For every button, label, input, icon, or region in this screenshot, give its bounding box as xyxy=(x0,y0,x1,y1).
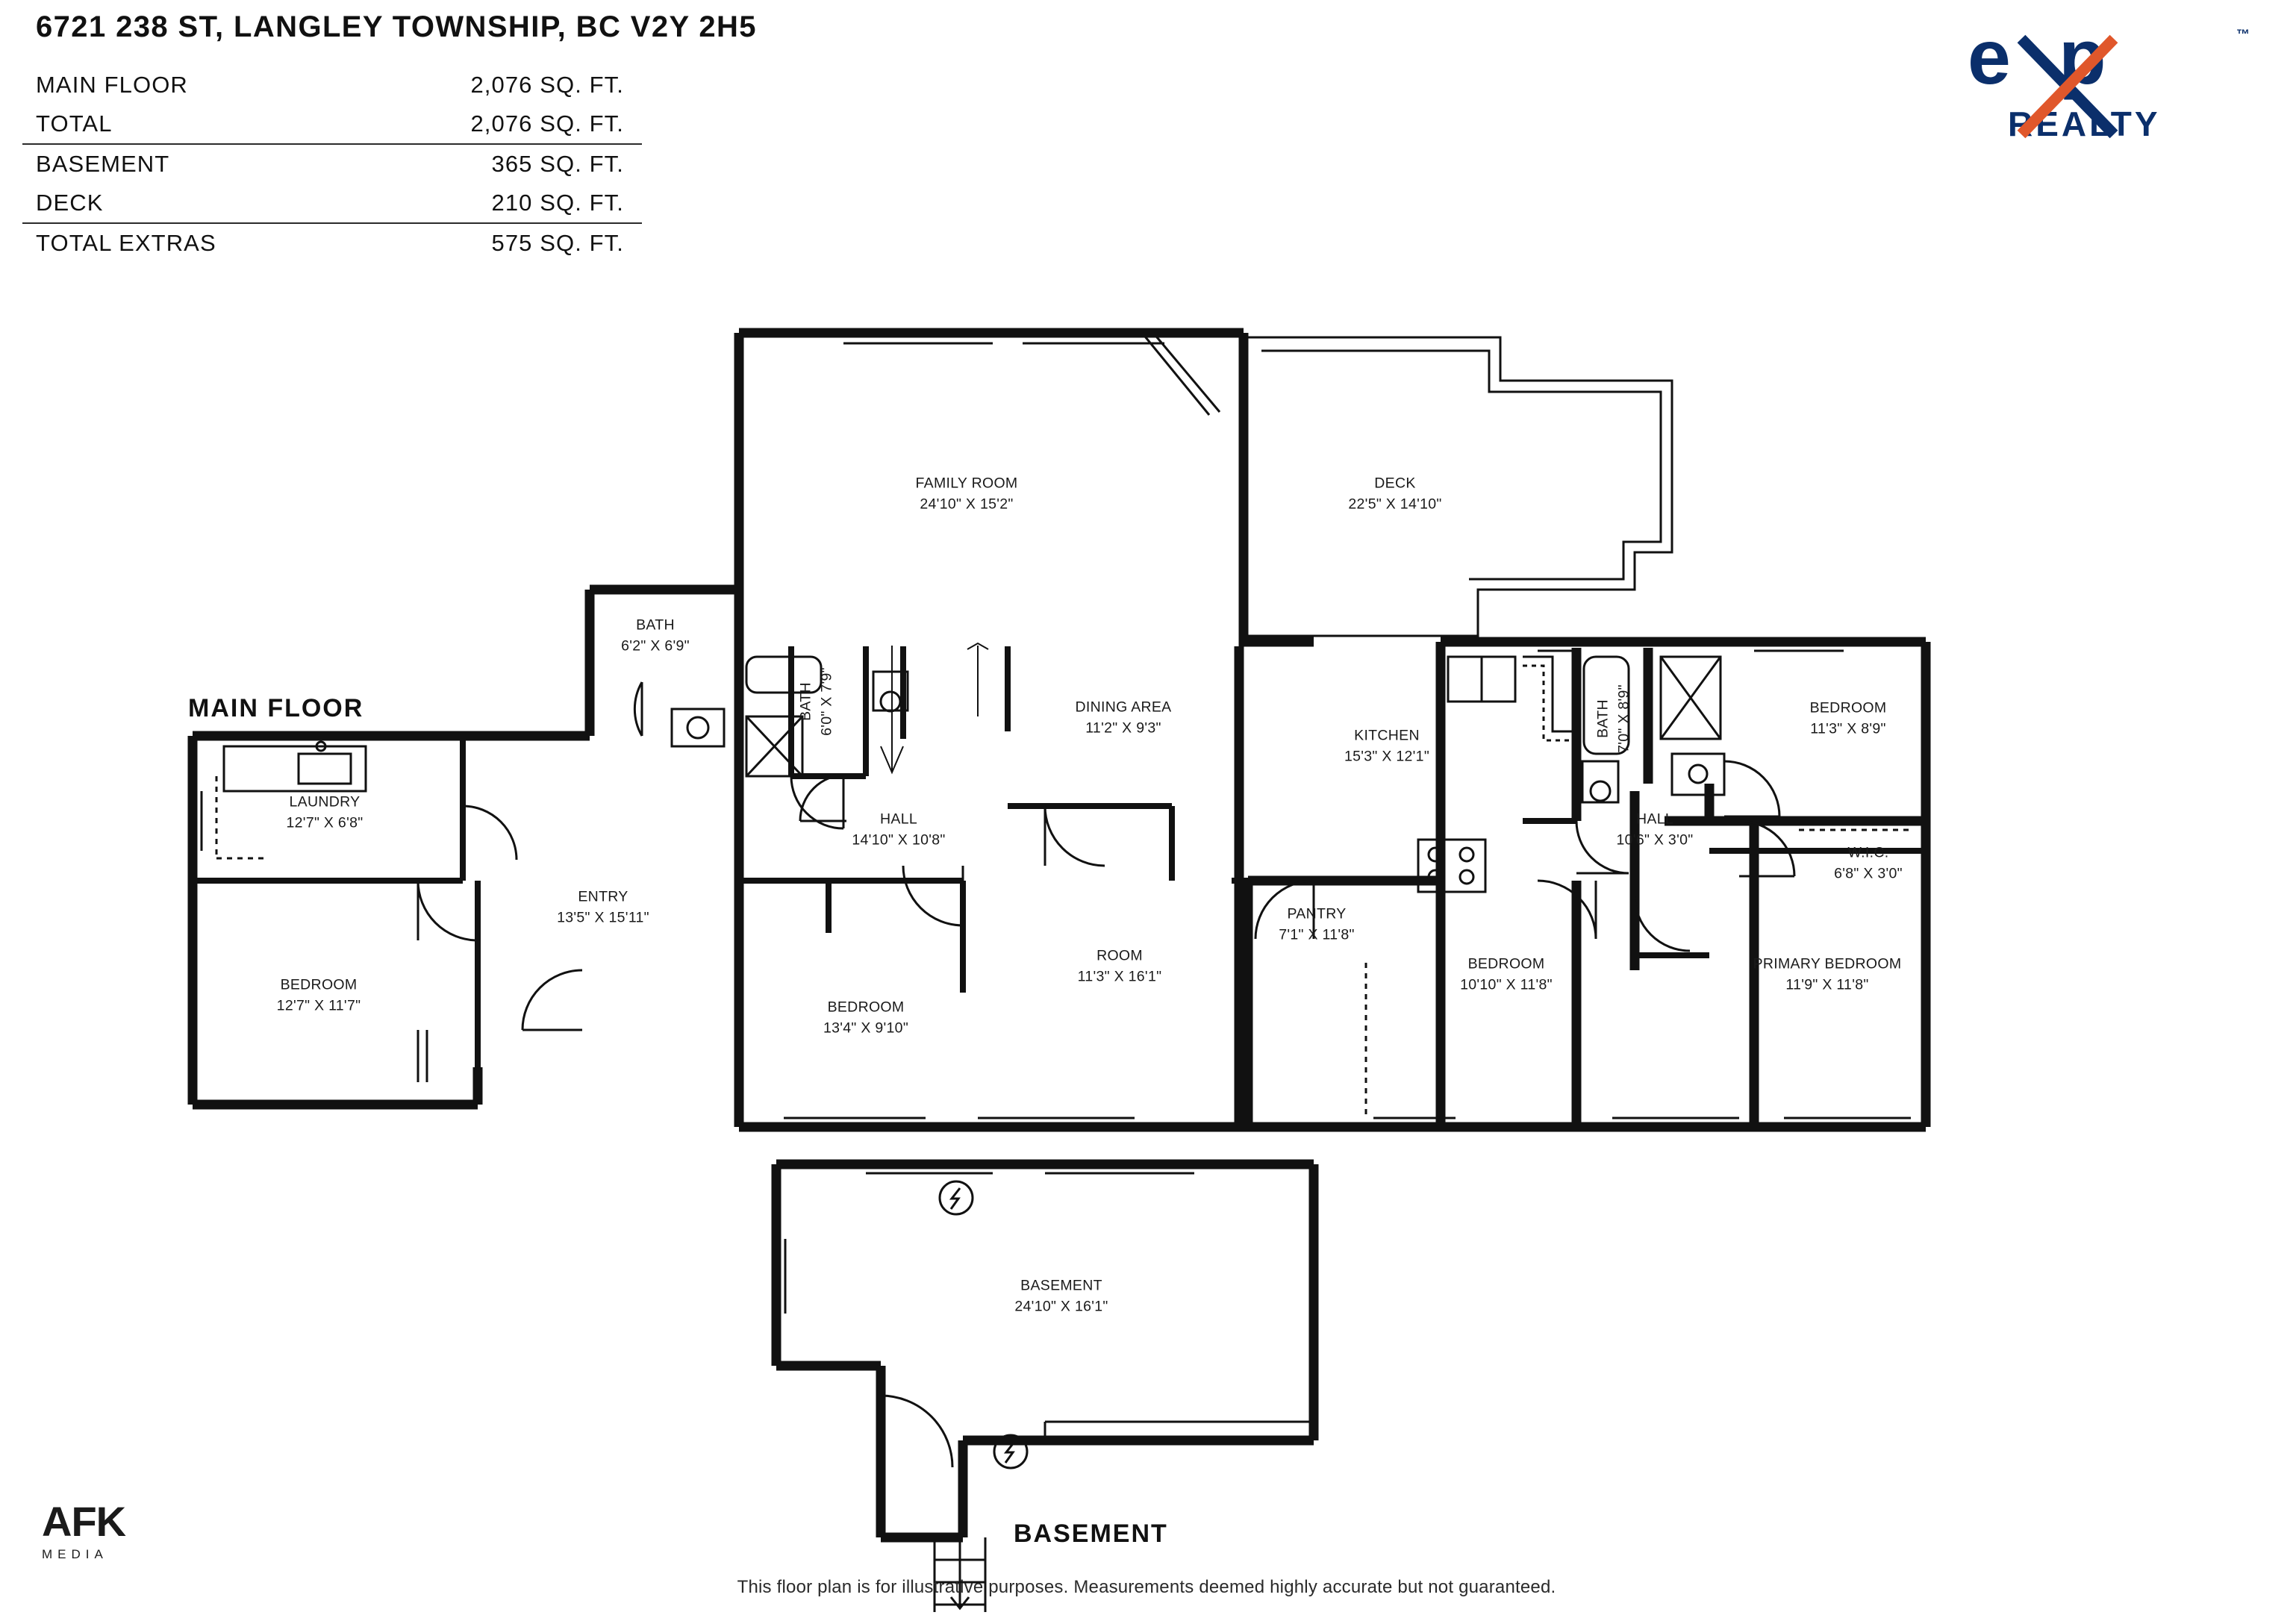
room-label xyxy=(796,667,838,736)
svg-text:e: e xyxy=(1968,22,2009,101)
room-name: PRIMARY BEDROOM xyxy=(1753,955,1902,972)
room-dimensions: 12'7" X 11'7" xyxy=(276,998,361,1014)
floor-label-main: MAIN FLOOR xyxy=(188,694,364,722)
room-label xyxy=(557,887,649,929)
room-name: KITCHEN xyxy=(1354,727,1420,744)
room-name: FAMILY ROOM xyxy=(915,475,1018,492)
room-dimensions: 24'10" X 15'2" xyxy=(920,496,1014,513)
room-dimensions: 6'0" X 7'9" xyxy=(819,667,835,736)
room-name: ROOM xyxy=(1096,947,1143,964)
room-name: LAUNDRY xyxy=(289,793,361,811)
room-dimensions: 11'9" X 11'8" xyxy=(1785,977,1869,993)
room-name: DINING AREA xyxy=(1075,699,1172,716)
room-dimensions: 24'10" X 16'1" xyxy=(1014,1299,1108,1315)
afk-subtitle: MEDIA xyxy=(42,1547,108,1561)
room-name: BATH xyxy=(1594,699,1612,738)
area-label: BASEMENT xyxy=(36,151,170,177)
room-name: BASEMENT xyxy=(1020,1277,1102,1294)
room-label xyxy=(1348,473,1441,516)
room-label xyxy=(1810,698,1887,740)
room-dimensions: 22'5" X 14'10" xyxy=(1348,496,1442,513)
room-label xyxy=(1344,725,1429,768)
room-dimensions: 6'8" X 3'0" xyxy=(1834,866,1903,882)
room-label xyxy=(852,809,945,852)
room-dimensions: 12'7" X 6'8" xyxy=(286,815,364,831)
room-label xyxy=(823,997,908,1040)
room-dimensions: 6'2" X 6'9" xyxy=(621,638,690,655)
room-name: ENTRY xyxy=(578,888,628,905)
room-dimensions: 11'3" X 16'1" xyxy=(1077,969,1162,985)
area-label: DECK xyxy=(22,184,343,223)
svg-text:p: p xyxy=(2059,22,2104,101)
room-label xyxy=(1834,843,1903,885)
room-dimensions: 7'0" X 8'9" xyxy=(1616,684,1632,753)
area-value: 575 SQ. FT. xyxy=(491,230,624,256)
svg-text:REALTY: REALTY xyxy=(2008,104,2161,143)
room-dimensions: 15'3" X 12'1" xyxy=(1344,749,1430,765)
area-value: 2,076 SQ. FT. xyxy=(470,72,624,98)
room-name: HALL xyxy=(880,811,917,828)
afk-wordmark: AFK xyxy=(42,1498,126,1545)
room-name: BEDROOM xyxy=(280,976,358,993)
area-label: TOTAL EXTRAS xyxy=(36,230,216,256)
area-label: MAIN FLOOR xyxy=(36,72,188,98)
room-label xyxy=(1753,954,1902,996)
room-label xyxy=(1460,954,1553,996)
room-name: BATH xyxy=(636,616,675,634)
room-name: BATH xyxy=(797,682,814,721)
afk-media-logo xyxy=(42,1498,184,1575)
room-name: DECK xyxy=(1374,475,1416,492)
area-value: 210 SQ. FT. xyxy=(343,184,642,223)
area-label: TOTAL xyxy=(22,104,343,144)
room-dimensions: 10'6" X 3'0" xyxy=(1616,832,1694,849)
room-label xyxy=(621,615,690,658)
room-name: HALL xyxy=(1636,811,1673,828)
room-label xyxy=(287,792,364,834)
room-name: PANTRY xyxy=(1287,905,1347,922)
disclaimer-text: This floor plan is for illustrative purposes. Measurements deemed highly accurate but not guaranteed. xyxy=(737,1577,1556,1597)
room-label xyxy=(1076,697,1172,740)
room-label xyxy=(1078,946,1162,988)
room-dimensions: 10'10" X 11'8" xyxy=(1460,977,1553,993)
room-dimensions: 13'5" X 15'11" xyxy=(557,910,649,926)
room-dimensions: 14'10" X 10'8" xyxy=(852,832,946,849)
room-label xyxy=(1279,904,1355,946)
room-name: BEDROOM xyxy=(1467,955,1545,972)
room-name: BEDROOM xyxy=(827,999,905,1016)
room-label xyxy=(1617,809,1694,852)
room-dimensions: 13'4" X 9'10" xyxy=(823,1020,909,1037)
page-title: 6721 238 ST, LANGLEY TOWNSHIP, BC V2Y 2H5 xyxy=(36,10,757,43)
trademark-symbol: ™ xyxy=(2236,27,2250,42)
room-name: W.I.C. xyxy=(1847,844,1889,861)
floor-label-basement: BASEMENT xyxy=(1014,1520,1168,1548)
room-label xyxy=(277,975,361,1017)
area-value: 365 SQ. FT. xyxy=(491,151,624,177)
room-dimensions: 7'1" X 11'8" xyxy=(1279,927,1355,943)
room-label xyxy=(1593,684,1635,753)
room-dimensions: 11'3" X 8'9" xyxy=(1810,721,1886,737)
room-name: BEDROOM xyxy=(1809,699,1887,716)
room-label xyxy=(1014,1275,1108,1318)
area-value: 2,076 SQ. FT. xyxy=(343,104,642,144)
room-dimensions: 11'2" X 9'3" xyxy=(1085,720,1161,737)
room-label xyxy=(916,473,1018,516)
